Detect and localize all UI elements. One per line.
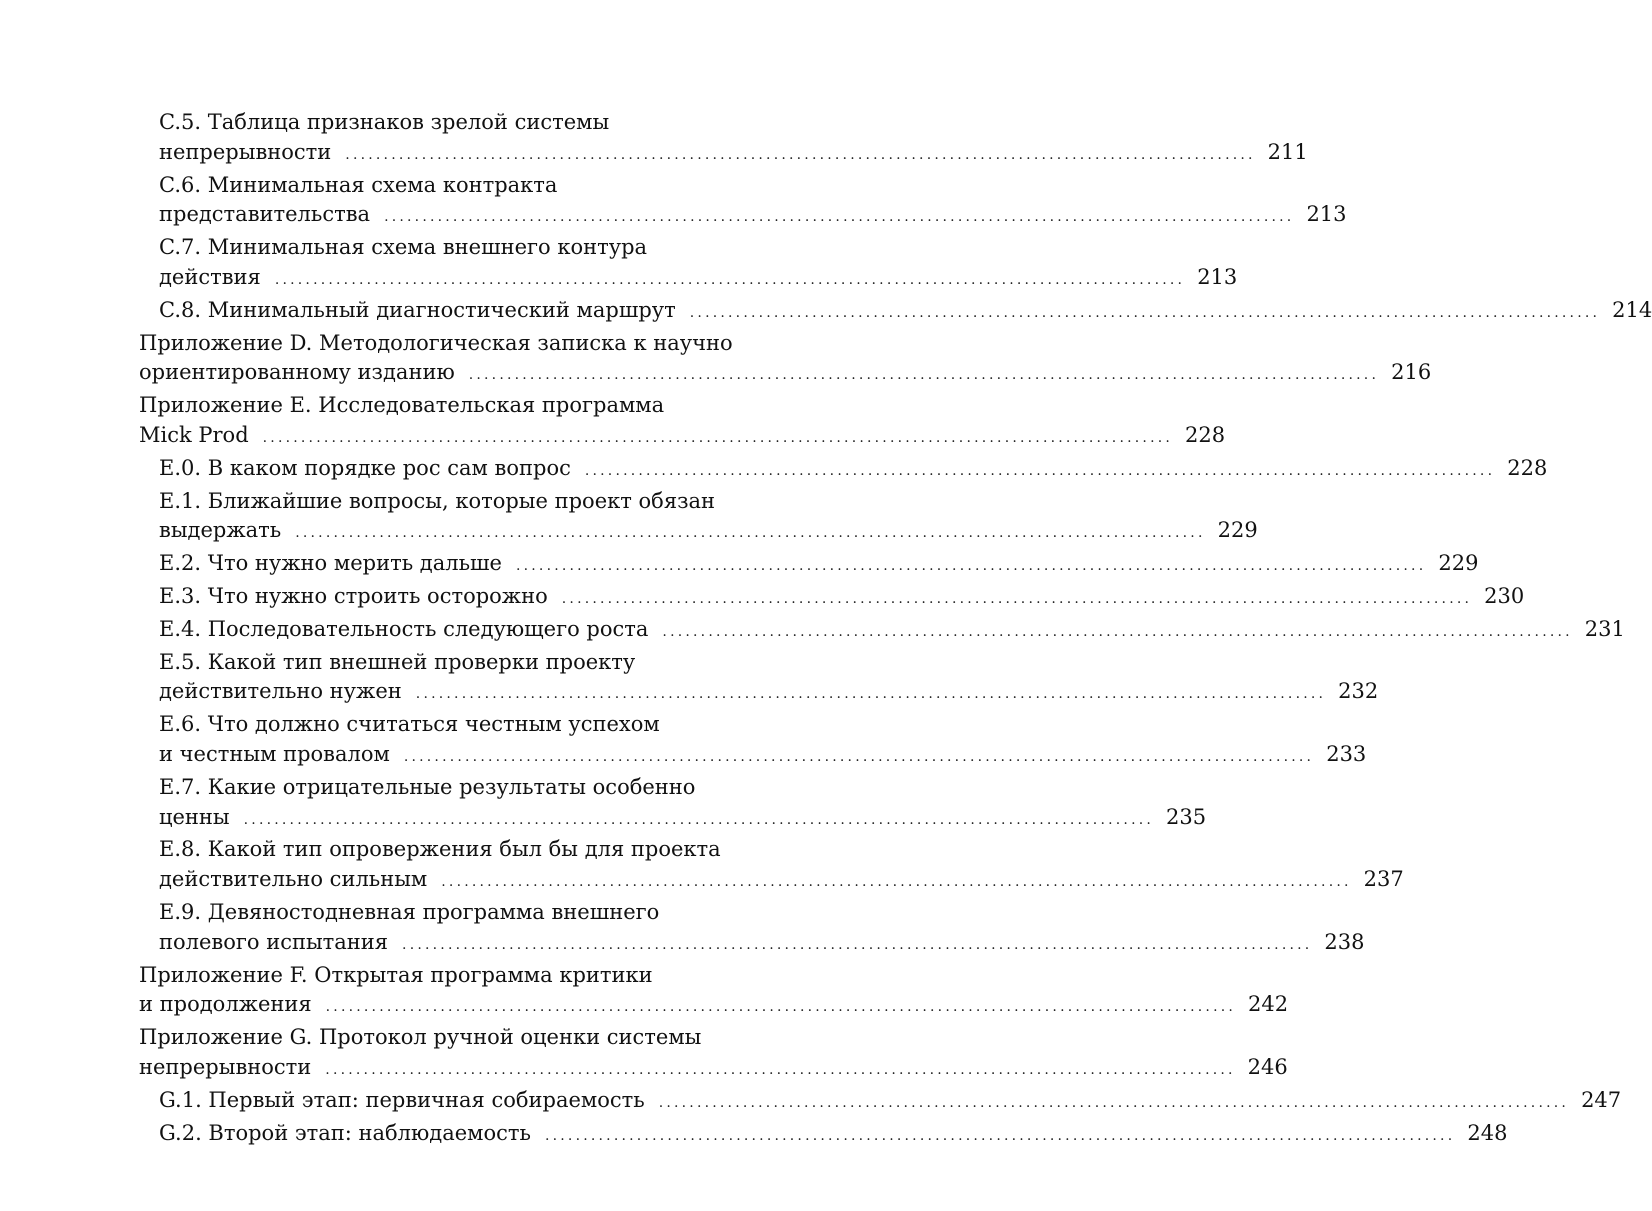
toc-page-number: 213 bbox=[1306, 202, 1347, 227]
toc-page-number: 216 bbox=[1391, 360, 1432, 385]
dot-leader: ....................................................................................................................... bbox=[415, 686, 1327, 703]
toc-page-number: 232 bbox=[1338, 679, 1379, 704]
toc-page-number: 246 bbox=[1247, 1054, 1288, 1079]
toc-entry-last-line bbox=[159, 615, 1625, 648]
toc-entry-last-line bbox=[139, 1053, 1288, 1086]
toc-subentry[interactable] bbox=[139, 773, 1207, 836]
toc-entry[interactable] bbox=[139, 329, 1432, 392]
toc-page-number: 228 bbox=[1185, 422, 1226, 447]
dot-leader: ....................................................................................................................... bbox=[468, 367, 1380, 384]
toc-subentry[interactable] bbox=[139, 108, 1308, 171]
toc-entry-title-line: непрерывности bbox=[159, 139, 332, 164]
dot-leader: ....................................................................................................................... bbox=[262, 429, 1174, 446]
toc-entry-last-line bbox=[159, 516, 1258, 549]
toc-entry-title-line: Приложение G. Протокол ручной оценки системы bbox=[139, 1025, 702, 1050]
toc-page-number: 228 bbox=[1507, 455, 1548, 480]
toc-subentry[interactable] bbox=[139, 582, 1525, 615]
toc-entry-title-line: Приложение F. Открытая программа критики bbox=[139, 962, 653, 987]
toc-entry-last-line bbox=[159, 454, 1548, 487]
toc-entry-title-line: G.2. Второй этап: наблюдаемость bbox=[159, 1120, 531, 1145]
toc-entry-title-line: Приложение D. Методологическая записка к научно bbox=[139, 330, 733, 355]
toc-entry-last-line bbox=[139, 990, 1289, 1023]
toc-subentry[interactable] bbox=[139, 835, 1404, 898]
toc-entry-title-line: выдержать bbox=[159, 518, 282, 543]
toc-entry-last-line bbox=[159, 549, 1479, 582]
toc-entry-last-line bbox=[159, 1086, 1622, 1119]
toc-entry-title-line: ценны bbox=[159, 804, 230, 829]
toc-subentry[interactable] bbox=[139, 454, 1548, 487]
toc-page-number: 213 bbox=[1197, 264, 1238, 289]
toc-page-number: 237 bbox=[1363, 867, 1404, 892]
toc-entry-last-line bbox=[159, 928, 1365, 961]
toc-subentry[interactable] bbox=[139, 1086, 1622, 1119]
toc-subentry[interactable] bbox=[139, 648, 1379, 711]
toc-subentry[interactable] bbox=[139, 171, 1347, 234]
toc-entry-title-line: E.0. В каком порядке рос сам вопрос bbox=[159, 455, 571, 480]
toc-entry-last-line bbox=[159, 138, 1308, 171]
toc-entry[interactable] bbox=[139, 391, 1226, 454]
toc-entry-title-line: представительства bbox=[159, 202, 371, 227]
dot-leader: ....................................................................................................................... bbox=[243, 811, 1155, 828]
toc-entry-title-line: Приложение E. Исследовательская программа bbox=[139, 393, 665, 418]
toc-entry-title-line: C.6. Минимальная схема контракта bbox=[159, 172, 558, 197]
toc-entry-title-line: C.7. Минимальная схема внешнего контура bbox=[159, 235, 648, 260]
toc-page-number: 231 bbox=[1584, 616, 1625, 641]
toc-entry-last-line bbox=[159, 1119, 1508, 1152]
toc-page-number: 242 bbox=[1248, 992, 1289, 1017]
dot-leader: ....................................................................................................................... bbox=[403, 748, 1315, 765]
toc-subentry[interactable] bbox=[139, 1119, 1508, 1152]
toc-entry-title-line: C.8. Минимальный диагностический маршрут bbox=[159, 297, 676, 322]
toc-page-number: 235 bbox=[1166, 804, 1207, 829]
table-of-contents bbox=[139, 108, 1652, 1151]
toc-entry-last-line bbox=[159, 263, 1238, 296]
toc-entry-last-line bbox=[159, 865, 1404, 898]
dot-leader: ....................................................................................................................... bbox=[544, 1127, 1456, 1144]
toc-entry-last-line bbox=[159, 200, 1347, 233]
dot-leader: ....................................................................................................................... bbox=[345, 146, 1256, 163]
dot-leader: ....................................................................................................................... bbox=[295, 525, 1206, 542]
toc-subentry[interactable] bbox=[139, 898, 1365, 961]
toc-entry-title-line: ориентированному изданию bbox=[139, 360, 455, 385]
toc-entry-title-line: G.1. Первый этап: первичная собираемость bbox=[159, 1087, 645, 1112]
toc-entry-title-line: и честным провалом bbox=[159, 741, 390, 766]
toc-page-number: 248 bbox=[1467, 1120, 1508, 1145]
dot-leader: ....................................................................................................................... bbox=[689, 304, 1601, 321]
toc-page-number: 211 bbox=[1267, 139, 1308, 164]
toc-entry-title-line: E.4. Последовательность следующего роста bbox=[159, 616, 649, 641]
dot-leader: ....................................................................................................................... bbox=[658, 1094, 1570, 1111]
toc-entry-last-line bbox=[159, 803, 1207, 836]
toc-entry-title-line: полевого испытания bbox=[159, 929, 389, 954]
toc-entry-title-line: E.3. Что нужно строить осторожно bbox=[159, 583, 548, 608]
toc-entry-title-line: E.9. Девяностодневная программа внешнего bbox=[159, 899, 660, 924]
toc-subentry[interactable] bbox=[139, 233, 1238, 296]
toc-entry-title-line: E.1. Ближайшие вопросы, которые проект обязан bbox=[159, 488, 716, 513]
toc-page-number: 230 bbox=[1484, 583, 1525, 608]
toc-subentry[interactable] bbox=[139, 615, 1625, 648]
dot-leader: ....................................................................................................................... bbox=[384, 209, 1295, 226]
toc-entry-title-line: непрерывности bbox=[139, 1054, 312, 1079]
dot-leader: ....................................................................................................................... bbox=[662, 623, 1573, 640]
toc-entry-title-line: действия bbox=[159, 264, 261, 289]
toc-entry-title-line: E.8. Какой тип опровержения был бы для проекта bbox=[159, 837, 721, 862]
toc-entry-title-line: Mick Prod bbox=[139, 422, 249, 447]
toc-entry-last-line bbox=[159, 296, 1652, 329]
toc-entry-last-line bbox=[159, 677, 1379, 710]
toc-entry-title-line: действительно сильным bbox=[159, 867, 428, 892]
toc-entry-title-line: E.5. Какой тип внешней проверки проекту bbox=[159, 649, 636, 674]
toc-subentry[interactable] bbox=[139, 549, 1479, 582]
dot-leader: ....................................................................................................................... bbox=[402, 936, 1313, 953]
toc-page-number: 229 bbox=[1438, 551, 1479, 576]
toc-subentry[interactable] bbox=[139, 487, 1258, 550]
dot-leader: ....................................................................................................................... bbox=[561, 590, 1473, 607]
toc-entry-title-line: C.5. Таблица признаков зрелой системы bbox=[159, 110, 610, 134]
dot-leader: ....................................................................................................................... bbox=[325, 999, 1237, 1016]
dot-leader: ....................................................................................................................... bbox=[274, 271, 1186, 288]
toc-page-number: 238 bbox=[1324, 929, 1365, 954]
dot-leader: ....................................................................................................................... bbox=[584, 462, 1496, 479]
toc-page-number: 233 bbox=[1326, 741, 1367, 766]
toc-entry-title-line: E.2. Что нужно мерить дальше bbox=[159, 551, 502, 576]
toc-entry-title-line: действительно нужен bbox=[159, 679, 402, 704]
toc-page-number: 247 bbox=[1581, 1087, 1622, 1112]
toc-entry-last-line bbox=[139, 421, 1226, 454]
toc-entry-title-line: и продолжения bbox=[139, 992, 312, 1017]
toc-entry-last-line bbox=[139, 358, 1432, 391]
toc-entry[interactable] bbox=[139, 961, 1289, 1024]
dot-leader: ....................................................................................................................... bbox=[515, 558, 1427, 575]
toc-page-number: 229 bbox=[1217, 518, 1258, 543]
toc-entry-title-line: E.7. Какие отрицательные результаты особенно bbox=[159, 774, 696, 799]
toc-page-number: 214 bbox=[1612, 297, 1652, 322]
toc-entry-title-line: E.6. Что должно считаться честным успехом bbox=[159, 712, 660, 737]
toc-entry-last-line bbox=[159, 582, 1525, 615]
dot-leader: ....................................................................................................................... bbox=[325, 1061, 1236, 1078]
toc-subentry[interactable] bbox=[139, 296, 1652, 329]
dot-leader: ....................................................................................................................... bbox=[441, 874, 1352, 891]
toc-entry[interactable] bbox=[139, 1023, 1288, 1086]
toc-entry-last-line bbox=[159, 740, 1367, 773]
toc-subentry[interactable] bbox=[139, 710, 1367, 773]
